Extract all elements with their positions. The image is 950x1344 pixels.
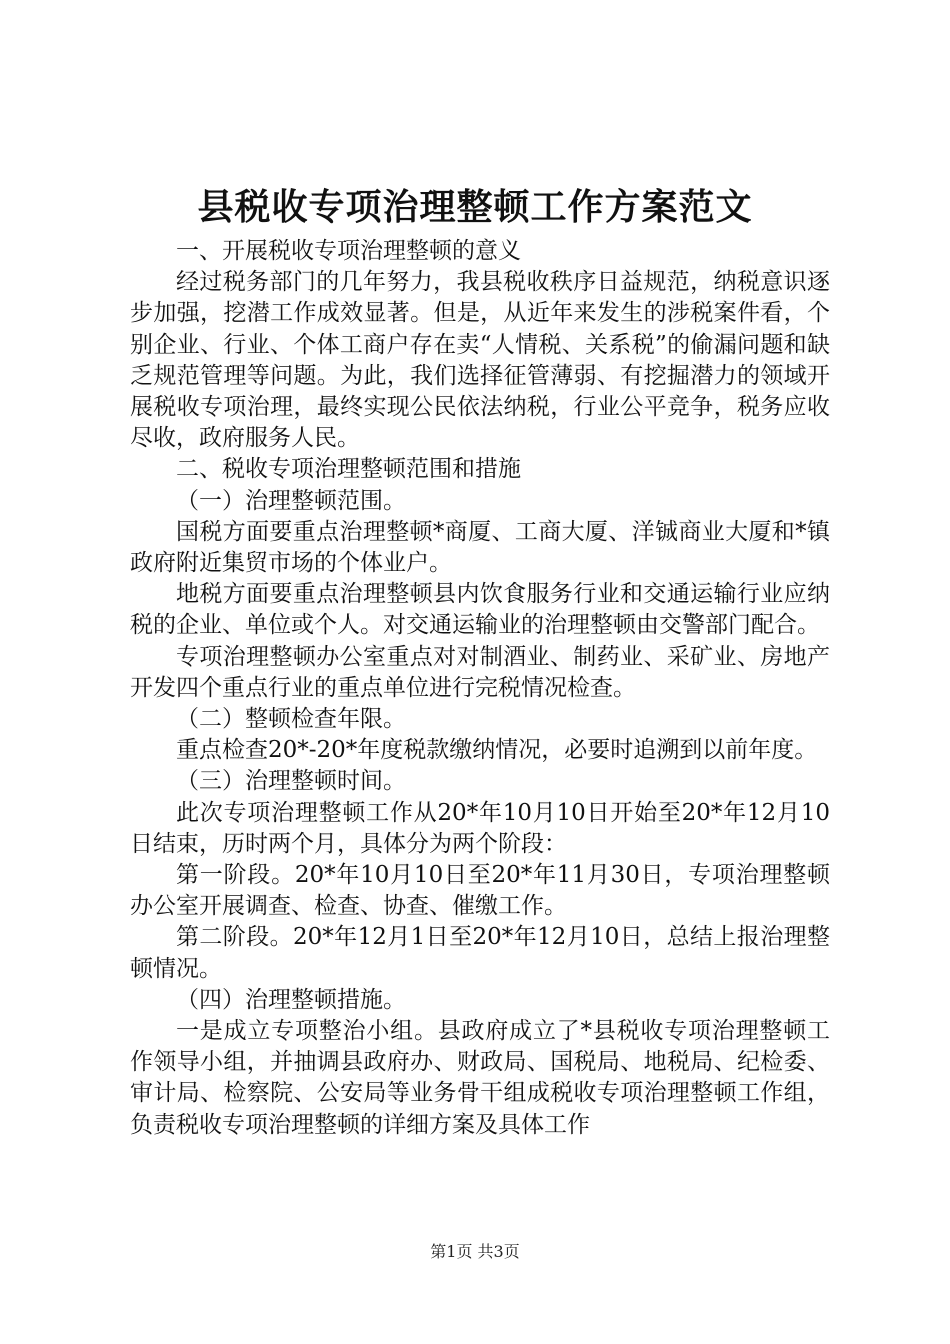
paragraph: 重点检查20*-20*年度税款缴纳情况，必要时追溯到以前年度。 [176, 737, 818, 764]
subsection-heading: （四）治理整顿措施。 [176, 986, 406, 1013]
paragraph: 第一阶段。20*年10月10日至20*年11月30日，专项治理整顿办公室开展调查、检查、协查、催缴工作。 [130, 862, 830, 920]
paragraph: 一是成立专项整治小组。县政府成立了*县税收专项治理整顿工作领导小组，并抽调县政府办、财政局、国税局、地税局、纪检委、审计局、检察院、公安局等业务骨干组成税收专项治理整顿工作组，负责税收专项治理整顿的详细方案及具体工作 [130, 1018, 830, 1138]
section-heading: 一、开展税收专项治理整顿的意义 [176, 238, 521, 264]
page-footer: 第1页 共3页 [430, 1242, 520, 1261]
paragraph: 经过税务部门的几年努力，我县税收秩序日益规范，纳税意识逐步加强，挖潜工作成效显著。但是，从近年来发生的涉税案件看，个别企业、行业、个体工商户存在卖“人情税、关系税”的偷漏问题和缺乏规范管理等问题。为此，我们选择征管薄弱、有挖掘潜力的领域开展税收专项治理，最终实现公民依法纳税，行业公平竞争，税务应收尽收，政府服务人民。 [130, 269, 830, 452]
paragraph: 国税方面要重点治理整顿*商厦、工商大厦、洋铖商业大厦和*镇政府附近集贸市场的个体业户。 [130, 518, 830, 577]
paragraph: 专项治理整顿办公室重点对对制酒业、制药业、采矿业、房地产开发四个重点行业的重点单位进行完税情况检查。 [130, 643, 830, 701]
document-body [130, 236, 830, 1141]
subsection-heading: （三）治理整顿时间。 [176, 768, 406, 795]
subsection-heading: （一）治理整顿范围。 [176, 487, 406, 514]
paragraph: 此次专项治理整顿工作从20*年10月10日开始至20*年12月10日结束，历时两个月，具体分为两个阶段： [130, 799, 830, 857]
document-title: 县税收专项治理整顿工作方案范文 [197, 186, 753, 228]
section-heading: 二、税收专项治理整顿范围和措施 [176, 456, 521, 483]
subsection-heading: （二）整顿检查年限。 [176, 706, 406, 733]
paragraph: 地税方面要重点治理整顿县内饮食服务行业和交通运输行业应纳税的企业、单位或个人。对交通运输业的治理整顿由交警部门配合。 [130, 581, 830, 639]
paragraph: 第二阶段。20*年12月1日至20*年12月10日，总结上报治理整顿情况。 [130, 924, 830, 982]
